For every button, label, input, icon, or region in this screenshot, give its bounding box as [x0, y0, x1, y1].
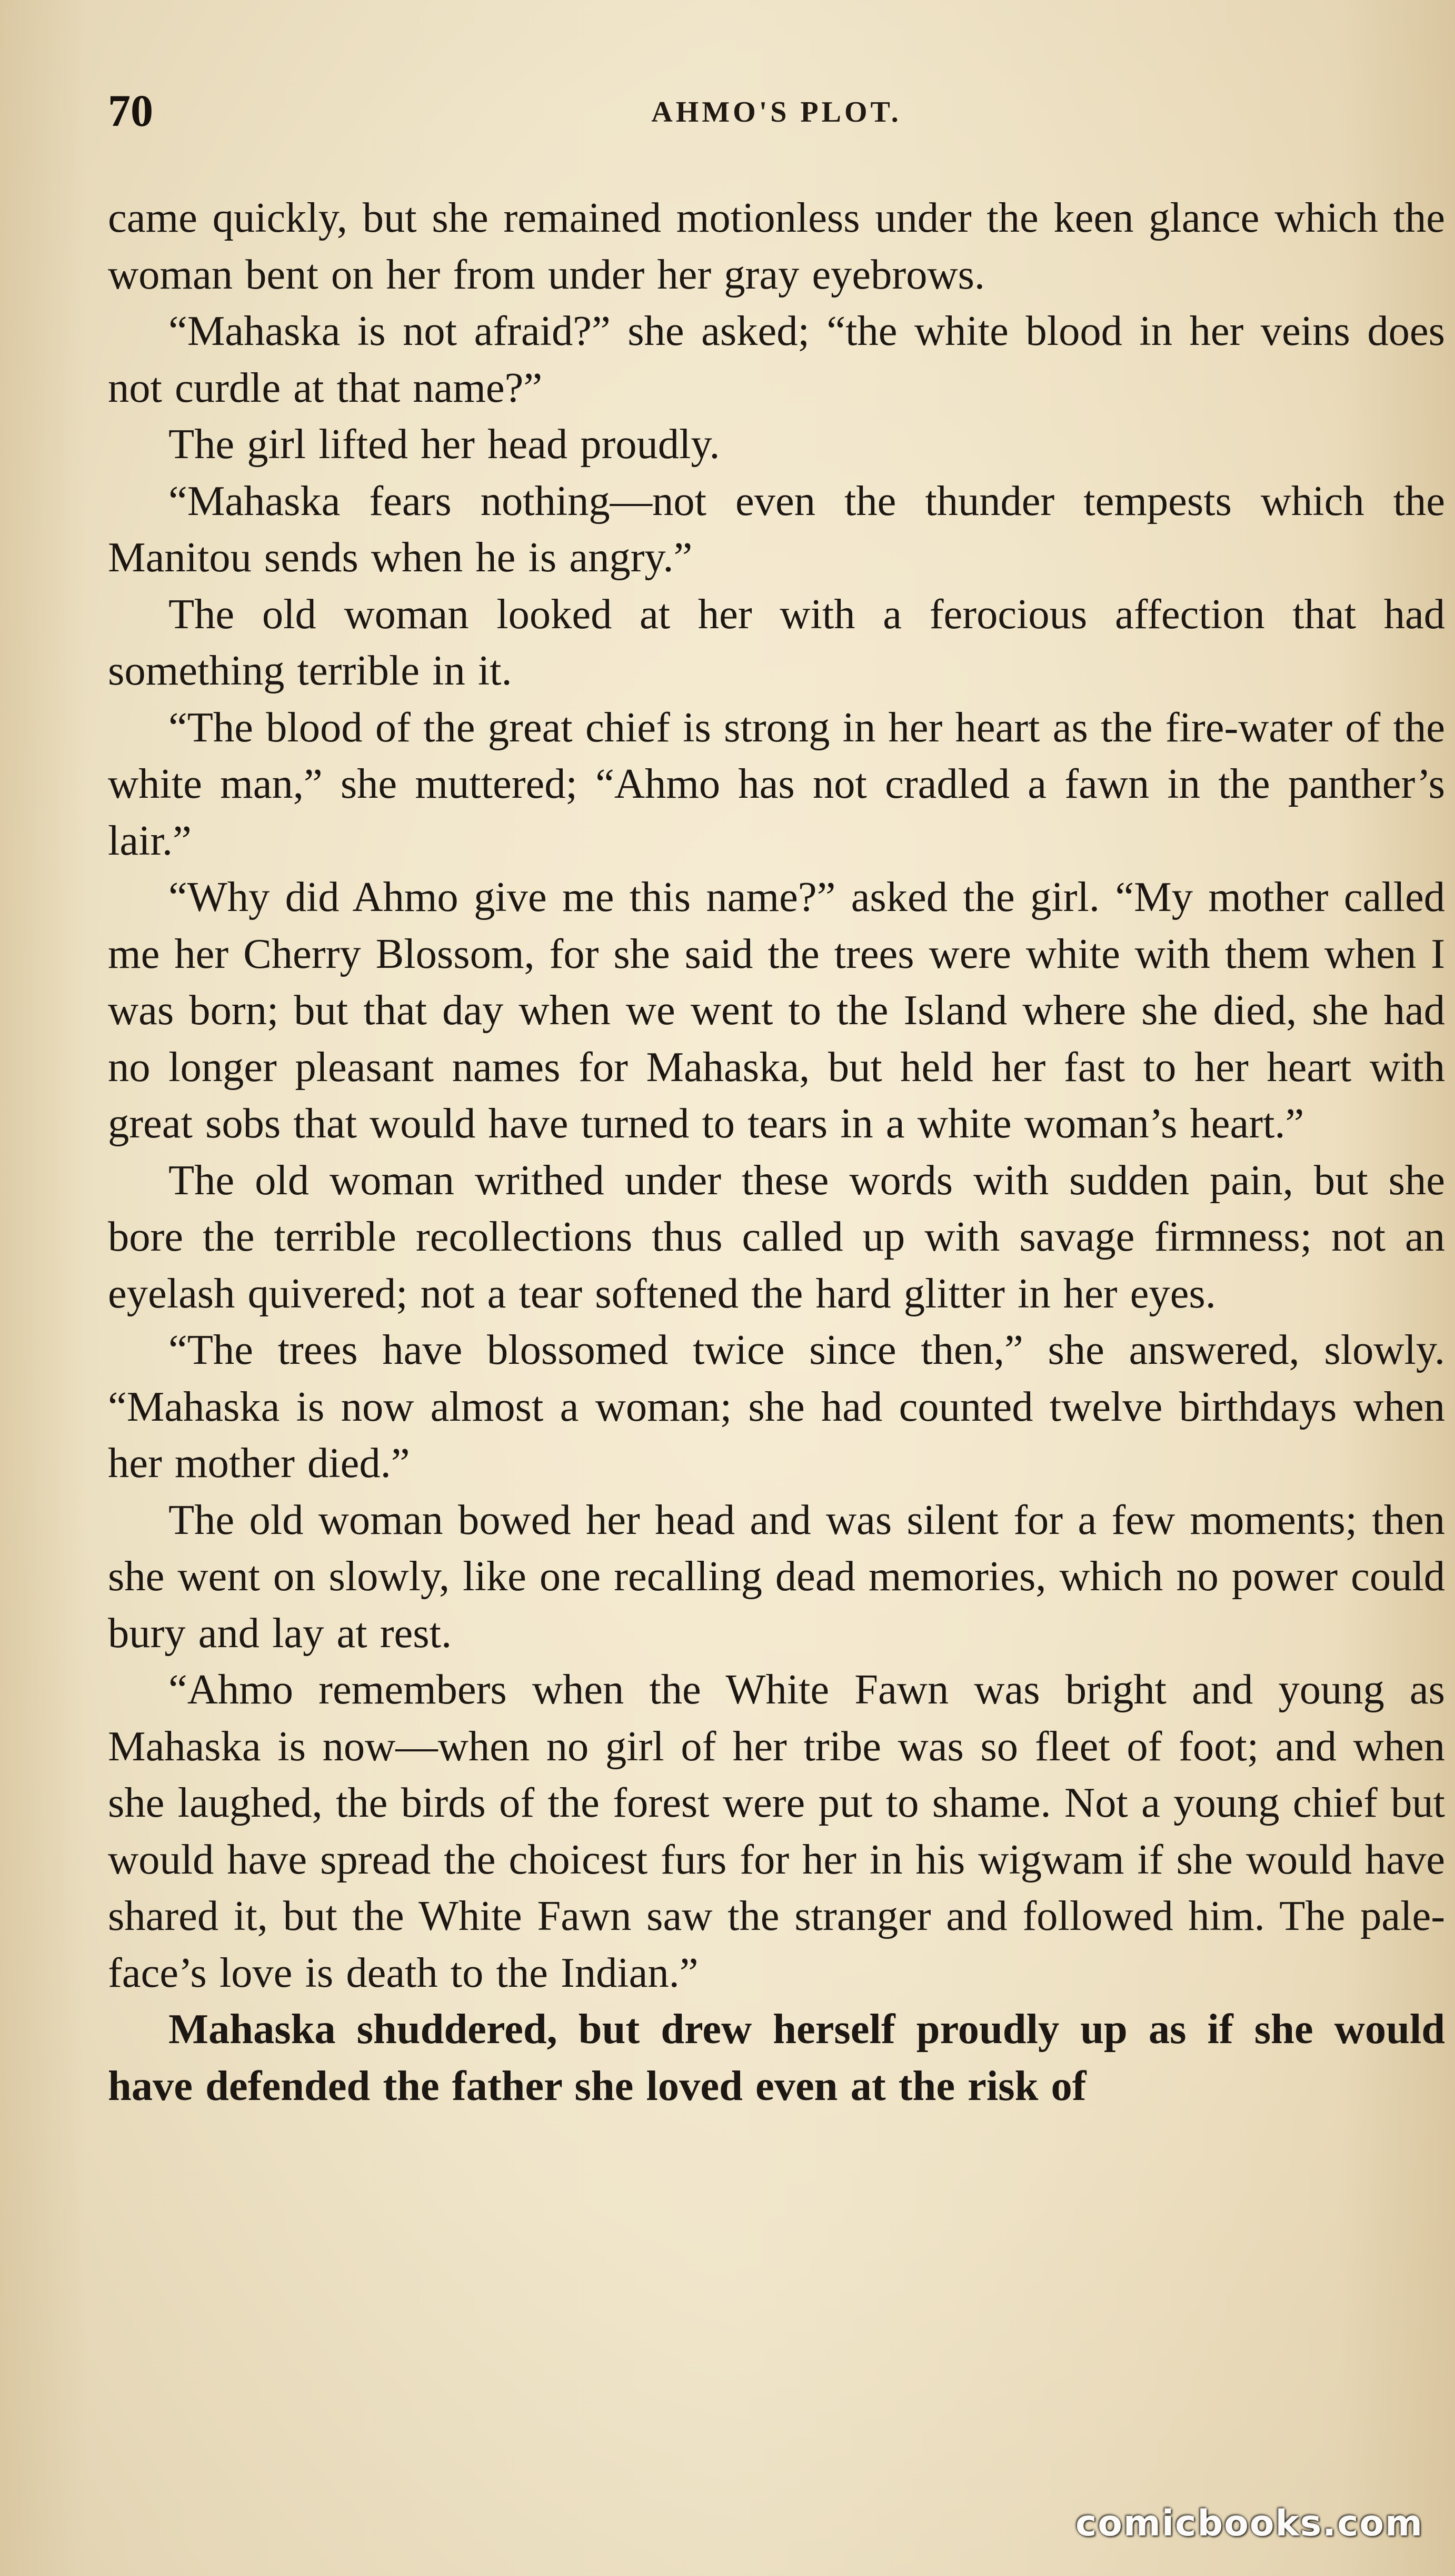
paragraph: The girl lifted her head proudly.	[168, 421, 720, 468]
paragraph: “The trees have blossomed twice since then,” she answered, slowly. “Mahaska is now almost a woman; she had counted twelve birthdays when her mother died.”	[108, 1326, 1445, 1487]
paragraph: “Mahaska fears nothing—not even the thunder tempests which the Manitou sends when he is angry.”	[108, 477, 1445, 581]
paragraph: The old woman bowed her head and was silent for a few moments; then she went on slowly, like one recalling dead memories, which no power could bury and lay at rest.	[108, 1496, 1445, 1657]
watermark-logo: comicbooks.com	[1075, 2503, 1423, 2544]
paragraph: The old woman looked at her with a ferocious affection that had something terrible in it.	[108, 590, 1445, 694]
paragraph: “Why did Ahmo give me this name?” asked the girl. “My mother called me her Cherry Blossom, for she said the trees were white with them when I was born; but that day when we went to the Island where she died, she had no longer pleasant names for Mahaska, but held her fast to her heart with great sobs that would have turned to tears in a white woman’s heart.”	[108, 874, 1445, 1147]
paragraph: “The blood of the great chief is strong in her heart as the fire-water of the white man,” she muttered; “Ahmo has not cradled a fawn in the panther’s lair.”	[108, 704, 1445, 864]
paragraph: “Mahaska is not afraid?” she asked; “the white blood in her veins does not curdle at that name?”	[108, 308, 1445, 411]
paragraph: came quickly, but she remained motionless under the keen glance which the woman bent on her from under her gray eyebrows.	[108, 194, 1445, 298]
paragraph: “Ahmo remembers when the White Fawn was bright and young as Mahaska is now—when no girl of her tribe was so fleet of foot; and when she laughed, the birds of the forest were put to shame. Not a young chief but would have spread the choicest furs for her in his wigwam if she would have shared it, but the White Fawn saw the stranger and followed him. The pale-face’s love is death to the Indian.”	[108, 1666, 1445, 1996]
running-head: AHMO'S PLOT.	[651, 96, 902, 128]
page-header	[108, 79, 1445, 142]
page-number: 70	[108, 85, 153, 136]
body-text	[108, 190, 1445, 2114]
paragraph: Mahaska shuddered, but drew herself proudly up as if she would have defended the father she loved even at the risk of	[108, 2006, 1445, 2109]
paragraph: The old woman writhed under these words with sudden pain, but she bore the terrible recollections thus called up with savage firmness; not an eyelash quivered; not a tear softened the hard glitter in her eyes.	[108, 1156, 1445, 1317]
